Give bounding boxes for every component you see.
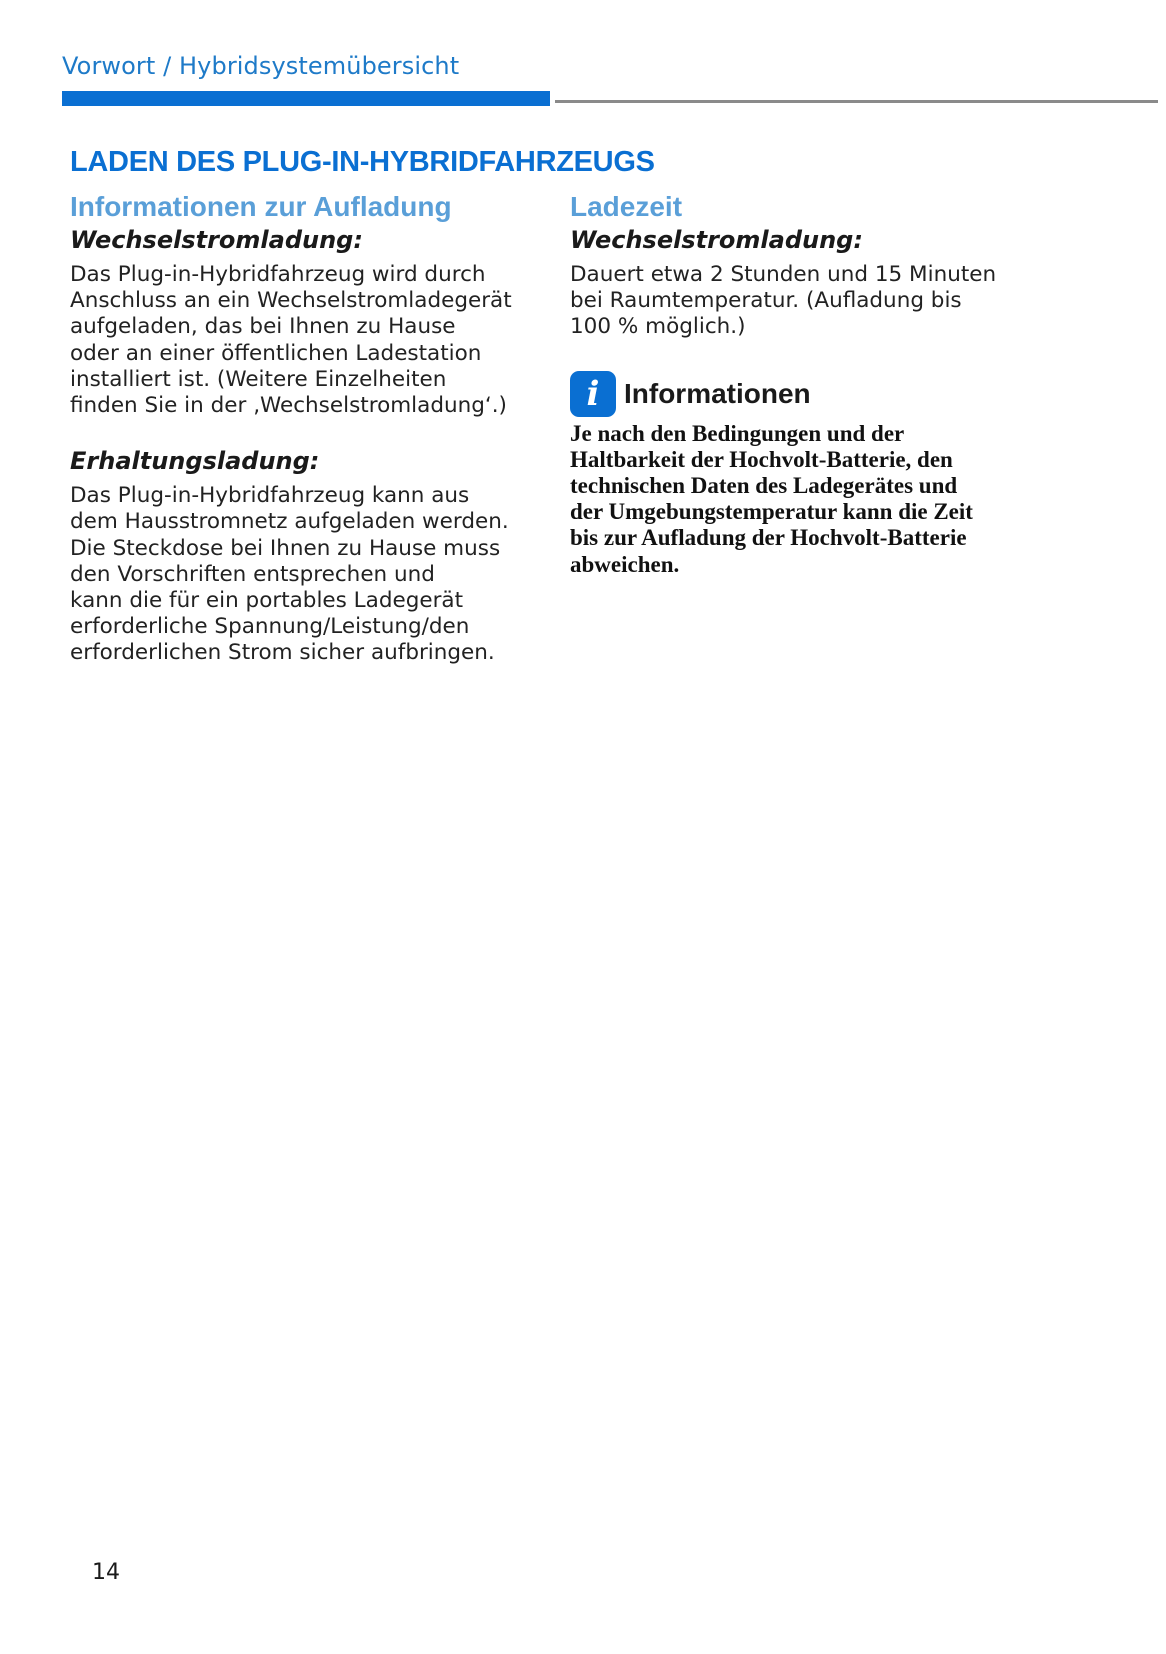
subheading-ac-charging: Wechselstromladung: — [70, 226, 363, 254]
header-rule-blue — [62, 91, 550, 106]
info-icon: i — [570, 371, 616, 417]
page-title: LADEN DES PLUG-IN-HYBRIDFAHRZEUGS — [70, 146, 655, 178]
trickle-charging-text: Das Plug-in-Hybridfahrzeug kann aus dem Hausstromnetz aufgeladen werden. Die Steckdose bei Ihnen zu Hause muss den Vorschriften entsprechen und kann die für ein portables Ladegerät erforderliche Spannung/Leistung/den erforderlichen Strom sicher aufbringen. — [70, 483, 509, 666]
info-title: Informationen — [624, 377, 811, 409]
page-number: 14 — [92, 1560, 120, 1585]
ac-charging-text: Das Plug-in-Hybridfahrzeug wird durch Anschluss an ein Wechselstromladegerät aufgeladen, das bei Ihnen zu Hause oder an einer öffentlichen Ladestation installiert ist. (Weitere Einzelheiten finden Sie in der ‚Wechselstromladung‘.) — [70, 262, 512, 419]
section-heading-charging-time: Ladezeit — [570, 191, 683, 222]
info-text: Je nach den Bedingungen und der Haltbarkeit der Hochvolt-Batterie, den technischen Daten des Ladegerätes und der Umgebungstemperatur kann die Zeit bis zur Aufladung der Hochvolt-Batterie abweichen. — [570, 420, 973, 577]
section-heading-charging-info: Informationen zur Aufladung — [70, 191, 452, 222]
subheading-ac-charging-time: Wechselstromladung: — [570, 226, 863, 254]
right-column — [570, 190, 1040, 578]
left-column — [70, 190, 540, 667]
breadcrumb: Vorwort / Hybridsystemübersicht — [62, 52, 460, 80]
header-rule-gray — [555, 100, 1158, 103]
subheading-trickle-charging: Erhaltungsladung: — [70, 447, 320, 476]
info-box-header — [570, 371, 1040, 417]
charging-time-text: Dauert etwa 2 Stunden und 15 Minuten bei Raumtemperatur. (Aufladung bis 100 % möglich.) — [570, 262, 997, 340]
